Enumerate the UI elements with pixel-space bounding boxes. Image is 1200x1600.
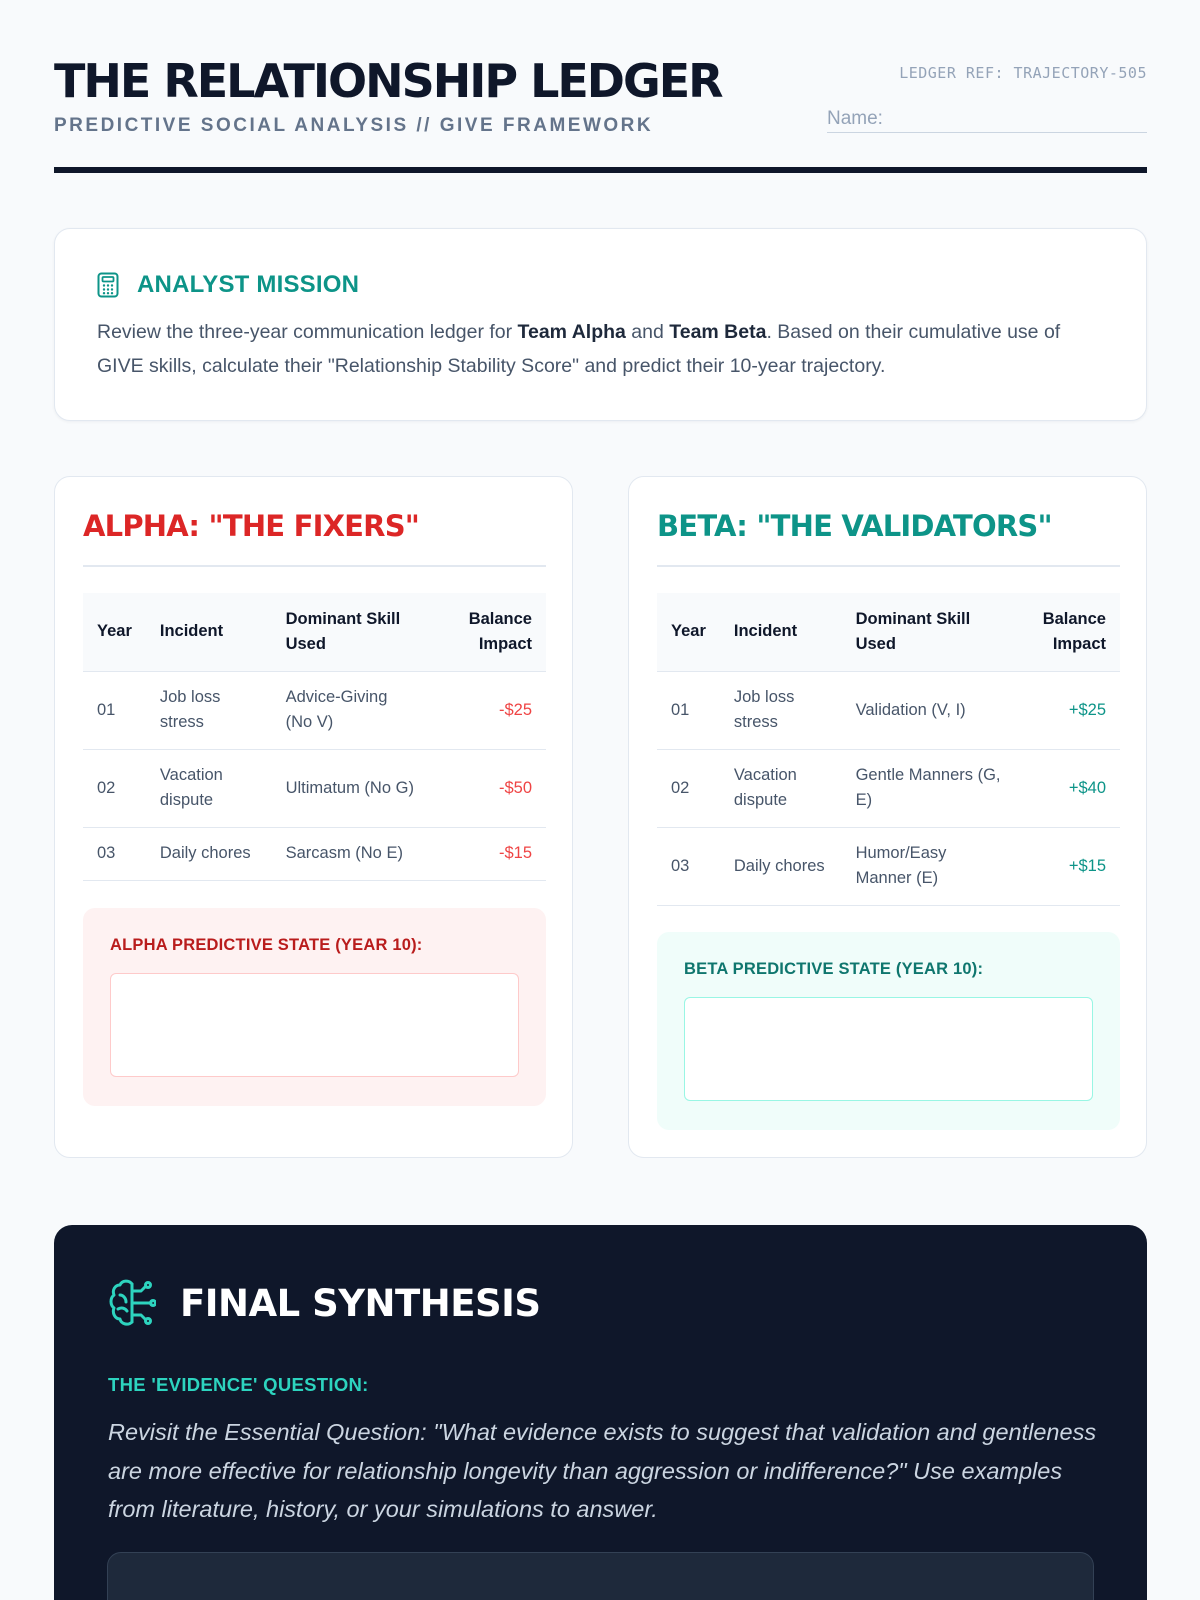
cell-year: 03 [83, 827, 146, 880]
beta-card [628, 476, 1147, 1158]
name-field[interactable] [827, 106, 1147, 133]
cell-impact: -$50 [431, 749, 546, 827]
worksheet-page [54, 0, 1147, 1522]
beta-divider [657, 565, 1120, 567]
brain-icon [108, 1277, 156, 1329]
beta-state-input[interactable] [684, 997, 1093, 1101]
mission-text [97, 315, 1107, 383]
table-row [657, 671, 1120, 749]
calculator-icon [97, 272, 119, 298]
cell-skill: Validation (V, I) [842, 671, 1016, 749]
table-header-row [657, 593, 1120, 671]
table-row [83, 671, 546, 749]
table-row [657, 827, 1120, 905]
beta-predictive-state [657, 932, 1120, 1130]
column-header-skill: Dominant Skill Used [842, 593, 1016, 671]
cell-incident: Vacation dispute [720, 749, 842, 827]
cell-year: 01 [83, 671, 146, 749]
column-header-impact: Balance Impact [431, 593, 546, 671]
cell-skill: Advice-Giving (No V) [272, 671, 432, 749]
synthesis-header [108, 1277, 541, 1329]
mission-text-part: and [625, 321, 670, 343]
page-subtitle: PREDICTIVE SOCIAL ANALYSIS // GIVE FRAMEWORK [54, 115, 654, 136]
cell-year: 02 [83, 749, 146, 827]
alpha-predictive-state [83, 908, 546, 1106]
table-row [657, 749, 1120, 827]
team-alpha-name: Team Alpha [517, 321, 626, 343]
cell-impact: +$15 [1015, 827, 1120, 905]
beta-state-label: BETA PREDICTIVE STATE (YEAR 10): [684, 960, 984, 978]
cell-skill: Gentle Manners (G, E) [842, 749, 1016, 827]
evidence-question-label: THE 'EVIDENCE' QUESTION: [108, 1374, 369, 1395]
cell-year: 02 [657, 749, 720, 827]
synthesis-answer-input[interactable] [107, 1552, 1094, 1600]
alpha-card [54, 476, 573, 1158]
cell-incident: Daily chores [720, 827, 842, 905]
cell-skill: Ultimatum (No G) [272, 749, 432, 827]
table-row [83, 827, 546, 880]
column-header-year: Year [83, 593, 146, 671]
beta-title: BETA: "THE VALIDATORS" [657, 509, 1052, 543]
synthesis-title: FINAL SYNTHESIS [180, 1281, 541, 1325]
cell-skill: Humor/Easy Manner (E) [842, 827, 1016, 905]
alpha-state-input[interactable] [110, 973, 519, 1077]
cell-incident: Vacation dispute [146, 749, 272, 827]
alpha-divider [83, 565, 546, 567]
alpha-title: ALPHA: "THE FIXERS" [83, 509, 420, 543]
table-row [83, 749, 546, 827]
ledger-ref: LEDGER REF: TRAJECTORY-505 [899, 64, 1147, 82]
column-header-impact: Balance Impact [1015, 593, 1120, 671]
mission-header [97, 271, 359, 299]
beta-ledger-table [657, 593, 1120, 906]
alpha-state-label: ALPHA PREDICTIVE STATE (YEAR 10): [110, 936, 423, 954]
column-header-year: Year [657, 593, 720, 671]
cell-impact: -$25 [431, 671, 546, 749]
cell-year: 03 [657, 827, 720, 905]
evidence-question-text: Revisit the Essential Question: "What evidence exists to suggest that validation and gentleness are more effective for relationship longevity than aggression or indifference?" Use examples from literature, history, or your simulations to answer. [108, 1419, 1097, 1522]
column-header-incident: Incident [146, 593, 272, 671]
mission-text-part: . Based on their cumulative use of GIVE skills, calculate their "Relationship Stability Score" and predict their 10-year trajectory. [97, 321, 1061, 377]
team-beta-name: Team Beta [669, 321, 767, 343]
cell-year: 01 [657, 671, 720, 749]
column-header-skill: Dominant Skill Used [272, 593, 432, 671]
cell-skill: Sarcasm (No E) [272, 827, 432, 880]
cell-incident: Job loss stress [720, 671, 842, 749]
final-synthesis-card [54, 1225, 1147, 1600]
header [54, 0, 1147, 175]
cell-impact: -$15 [431, 827, 546, 880]
mission-card [54, 228, 1147, 421]
mission-title: ANALYST MISSION [137, 271, 360, 298]
table-header-row [83, 593, 546, 671]
cell-incident: Daily chores [146, 827, 272, 880]
cell-impact: +$25 [1015, 671, 1120, 749]
column-header-incident: Incident [720, 593, 842, 671]
page-title: THE RELATIONSHIP LEDGER [54, 54, 722, 108]
cell-incident: Job loss stress [146, 671, 272, 749]
alpha-ledger-table [83, 593, 546, 881]
mission-text-part: Review the three-year communication ledger for [97, 321, 518, 343]
header-rule [54, 167, 1147, 173]
cell-impact: +$40 [1015, 749, 1120, 827]
